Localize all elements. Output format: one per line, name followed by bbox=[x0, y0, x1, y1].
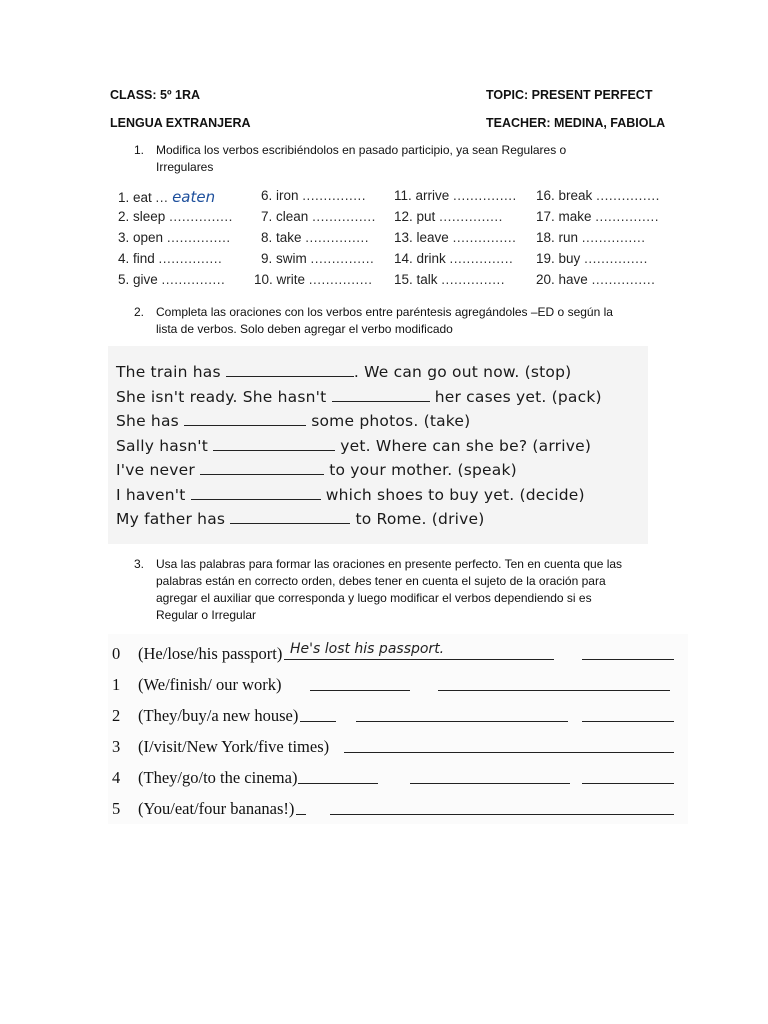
sentence-end: her cases yet. (pack) bbox=[434, 388, 602, 406]
instruction-number: 1. bbox=[134, 143, 145, 157]
prompt-row bbox=[108, 706, 298, 726]
verb-label: 20. have bbox=[536, 272, 588, 287]
verb-item bbox=[394, 272, 505, 287]
prompt-row bbox=[108, 675, 281, 695]
prompt-number: 0 bbox=[112, 644, 121, 663]
instruction-line: Usa las palabras para formar las oraciones en presente perfecto. Ten en cuenta que las bbox=[156, 557, 623, 571]
prompt-words: (We/finish/ our work) bbox=[138, 675, 282, 694]
instruction-1 bbox=[134, 142, 654, 178]
answer-blank[interactable] bbox=[213, 436, 335, 451]
example-answer: He's lost his passport. bbox=[290, 641, 445, 657]
subject-label: LENGUA EXTRANJERA bbox=[110, 116, 251, 130]
answer-blank[interactable] bbox=[191, 485, 321, 500]
verb-dots: ............... bbox=[441, 272, 506, 287]
answer-blank[interactable] bbox=[184, 411, 306, 426]
verb-label: 8. take bbox=[261, 230, 302, 245]
verb-label: 1. eat bbox=[118, 190, 152, 205]
answer-line[interactable] bbox=[410, 783, 570, 784]
sentence-building-exercise bbox=[108, 634, 688, 824]
verb-label: 2. sleep bbox=[118, 209, 166, 224]
instruction-line: Completa las oraciones con los verbos entre paréntesis agregándoles –ED o según la bbox=[156, 305, 613, 319]
prompt-words: (I/visit/New York/five times) bbox=[138, 737, 330, 756]
sentence-end: to your mother. (speak) bbox=[329, 461, 517, 479]
verb-label: 3. open bbox=[118, 230, 164, 245]
instruction-line: agregar el auxiliar que corresponda y luego modificar el verbos dependiendo si es bbox=[156, 591, 592, 605]
instruction-line: Regular o Irregular bbox=[156, 608, 257, 622]
verb-item bbox=[118, 251, 222, 266]
verb-dots: ............... bbox=[595, 209, 660, 224]
verb-item bbox=[536, 188, 660, 203]
verb-dots: ............... bbox=[310, 251, 375, 266]
prompt-words: (He/lose/his passport) bbox=[138, 644, 283, 663]
sentence-end: . We can go out now. (stop) bbox=[353, 363, 572, 381]
verb-grid bbox=[112, 180, 672, 292]
verb-answer: eaten bbox=[172, 188, 216, 206]
answer-line[interactable] bbox=[582, 783, 674, 784]
verb-label: 13. leave bbox=[394, 230, 449, 245]
verb-label: 10. write bbox=[254, 272, 306, 287]
instruction-line: lista de verbos. Solo deben agregar el verbo modificado bbox=[156, 322, 453, 336]
verb-item bbox=[261, 188, 366, 203]
verb-label: 16. break bbox=[536, 188, 593, 203]
verb-item bbox=[118, 209, 233, 224]
verb-item bbox=[118, 188, 215, 206]
verb-dots: ............... bbox=[161, 272, 226, 287]
sentence-end: to Rome. (drive) bbox=[355, 510, 485, 528]
answer-blank[interactable] bbox=[200, 460, 324, 475]
verb-dots: ............... bbox=[158, 251, 223, 266]
verb-dots: ............... bbox=[302, 188, 367, 203]
sentence-start: My father has bbox=[116, 510, 226, 528]
sentence bbox=[116, 509, 485, 528]
verb-label: 19. buy bbox=[536, 251, 581, 266]
answer-line[interactable] bbox=[298, 783, 378, 784]
answer-line[interactable] bbox=[296, 814, 306, 815]
answer-blank[interactable] bbox=[230, 509, 350, 524]
sentence bbox=[116, 436, 591, 455]
prompt-row bbox=[108, 768, 297, 788]
verb-dots: ............... bbox=[596, 188, 660, 203]
sentence-exercise bbox=[108, 346, 648, 544]
sentence bbox=[116, 362, 571, 381]
verb-dots: ............... bbox=[312, 209, 376, 224]
sentence bbox=[116, 411, 470, 430]
verb-dots: ............... bbox=[169, 209, 233, 224]
verb-item bbox=[254, 272, 373, 287]
answer-line[interactable] bbox=[356, 721, 568, 722]
verb-item bbox=[261, 209, 376, 224]
verb-label: 7. clean bbox=[261, 209, 309, 224]
verb-item bbox=[536, 272, 655, 287]
verb-dots: ............... bbox=[305, 230, 370, 245]
verb-dots: ............... bbox=[439, 209, 503, 224]
verb-item bbox=[394, 188, 517, 203]
verb-label: 11. arrive bbox=[394, 188, 450, 203]
verb-label: 5. give bbox=[118, 272, 158, 287]
prompt-number: 5 bbox=[112, 799, 121, 818]
verb-dots: ............... bbox=[453, 188, 517, 203]
prompt-number: 4 bbox=[112, 768, 121, 787]
sentence-end: which shoes to buy yet. (decide) bbox=[325, 486, 585, 504]
verb-dots: ............... bbox=[166, 230, 231, 245]
sentence-start: The train has bbox=[116, 363, 221, 381]
verb-label: 6. iron bbox=[261, 188, 299, 203]
prompt-row bbox=[108, 644, 282, 664]
verb-label: 12. put bbox=[394, 209, 436, 224]
verb-dots: ............... bbox=[308, 272, 373, 287]
answer-blank[interactable] bbox=[226, 362, 354, 377]
class-label: CLASS: 5º 1RA bbox=[110, 88, 200, 102]
sentence-end: yet. Where can she be? (arrive) bbox=[340, 437, 592, 455]
instruction-line: Irregulares bbox=[156, 160, 214, 174]
instruction-line: Modifica los verbos escribiéndolos en pasado participio, ya sean Regulares o bbox=[156, 143, 567, 157]
sentence bbox=[116, 460, 517, 479]
answer-blank[interactable] bbox=[332, 387, 430, 402]
verb-dots: ... bbox=[155, 190, 169, 205]
verb-item bbox=[118, 230, 231, 245]
verb-dots: ............... bbox=[449, 251, 514, 266]
answer-line[interactable] bbox=[344, 752, 674, 753]
prompt-row bbox=[108, 737, 329, 757]
answer-line[interactable] bbox=[300, 721, 336, 722]
verb-item bbox=[394, 230, 516, 245]
verb-item bbox=[261, 251, 374, 266]
verb-label: 14. drink bbox=[394, 251, 446, 266]
sentence bbox=[116, 387, 602, 406]
instruction-2 bbox=[134, 304, 654, 340]
verb-label: 9. swim bbox=[261, 251, 307, 266]
answer-line[interactable] bbox=[582, 721, 674, 722]
prompt-number: 3 bbox=[112, 737, 121, 756]
answer-line[interactable] bbox=[310, 690, 410, 691]
topic-label: TOPIC: PRESENT PERFECT bbox=[486, 88, 653, 102]
teacher-label: TEACHER: MEDINA, FABIOLA bbox=[486, 116, 666, 130]
verb-dots: ............... bbox=[581, 230, 646, 245]
sentence-start: She has bbox=[116, 412, 179, 430]
prompt-words: (They/go/to the cinema) bbox=[138, 768, 298, 787]
sentence-start: I've never bbox=[116, 461, 195, 479]
answer-line[interactable] bbox=[284, 659, 554, 660]
verb-item bbox=[536, 230, 646, 245]
verb-item bbox=[536, 209, 659, 224]
verb-item bbox=[261, 230, 369, 245]
prompt-words: (You/eat/four bananas!) bbox=[138, 799, 295, 818]
verb-item bbox=[394, 251, 513, 266]
sentence-start: Sally hasn't bbox=[116, 437, 209, 455]
answer-line[interactable] bbox=[582, 659, 674, 660]
prompt-row bbox=[108, 799, 294, 819]
verb-label: 17. make bbox=[536, 209, 592, 224]
verb-label: 4. find bbox=[118, 251, 155, 266]
instruction-number: 3. bbox=[134, 557, 145, 571]
prompt-words: (They/buy/a new house) bbox=[138, 706, 299, 725]
verb-label: 18. run bbox=[536, 230, 579, 245]
verb-dots: ............... bbox=[584, 251, 648, 266]
sentence bbox=[116, 485, 585, 504]
verb-item bbox=[536, 251, 648, 266]
answer-line[interactable] bbox=[438, 690, 670, 691]
verb-item bbox=[394, 209, 503, 224]
instruction-number: 2. bbox=[134, 305, 145, 319]
prompt-number: 1 bbox=[112, 675, 121, 694]
instruction-3 bbox=[134, 556, 674, 626]
verb-label: 15. talk bbox=[394, 272, 438, 287]
sentence-start: I haven't bbox=[116, 486, 186, 504]
prompt-number: 2 bbox=[112, 706, 121, 725]
verb-dots: ............... bbox=[452, 230, 517, 245]
instruction-line: palabras están en correcto orden, debes tener en cuenta el sujeto de la oración para bbox=[156, 574, 606, 588]
sentence-start: She isn't ready. She hasn't bbox=[116, 388, 327, 406]
answer-line[interactable] bbox=[330, 814, 674, 815]
verb-item bbox=[118, 272, 225, 287]
sentence-end: some photos. (take) bbox=[311, 412, 471, 430]
verb-dots: ............... bbox=[591, 272, 656, 287]
